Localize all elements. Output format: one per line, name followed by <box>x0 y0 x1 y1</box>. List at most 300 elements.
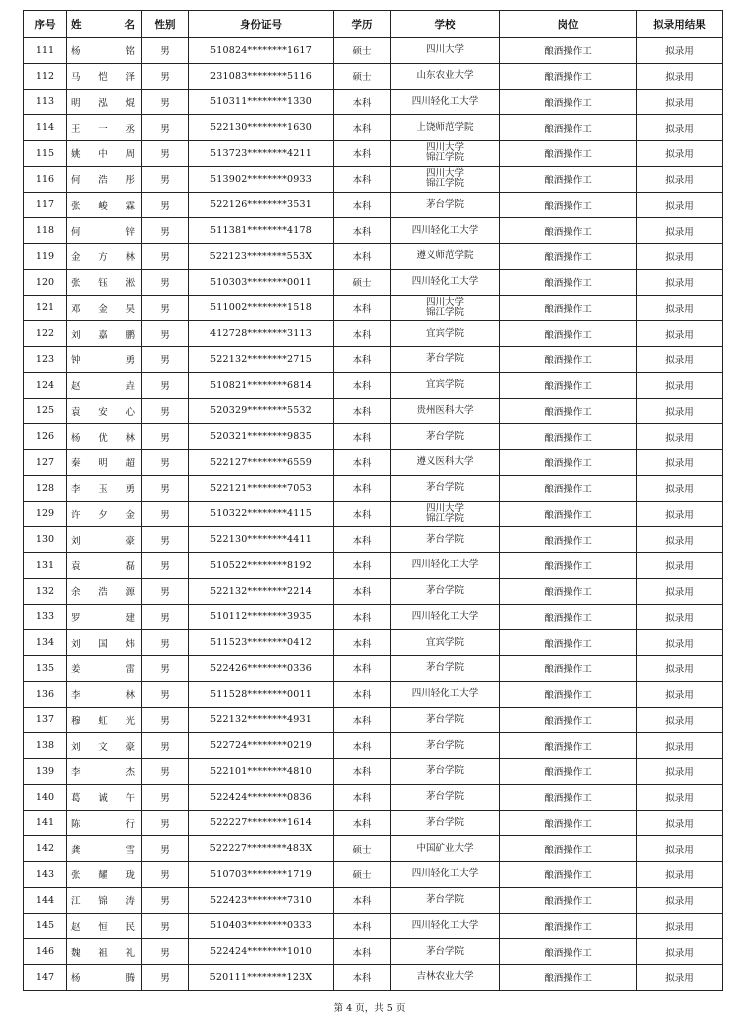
cell-position: 酿酒操作工 <box>500 836 637 862</box>
page-footer: 第 4 页，共 5 页 <box>333 1003 406 1014</box>
cell-position: 酿酒操作工 <box>500 192 637 218</box>
cell-id-number: 510703********1719 <box>189 862 334 888</box>
name-char: 何 <box>71 175 81 187</box>
cell-result: 拟录用 <box>637 759 723 785</box>
name-char: 勇 <box>125 355 135 367</box>
school-line: 四川轻化工大学 <box>411 919 479 931</box>
name-char: 恺 <box>98 72 108 84</box>
cell-education: 本科 <box>334 578 391 604</box>
cell-position: 酿酒操作工 <box>500 347 637 373</box>
cell-id-number: 510322********4115 <box>189 501 334 527</box>
name-char: 优 <box>98 432 108 444</box>
school-line: 中国矿业大学 <box>416 842 474 854</box>
cell-no: 138 <box>24 733 67 759</box>
cell-result: 拟录用 <box>637 733 723 759</box>
cell-id-number: 522130********4411 <box>189 527 334 553</box>
name-char: 心 <box>125 406 135 418</box>
cell-gender: 男 <box>142 192 189 218</box>
cell-gender: 男 <box>142 862 189 888</box>
header-position: 岗位 <box>500 11 637 38</box>
school-line: 茅台学院 <box>425 353 464 365</box>
cell-name <box>67 166 142 192</box>
name-char: 涛 <box>125 896 135 908</box>
cell-result: 拟录用 <box>637 347 723 373</box>
name-char: 王 <box>71 123 81 135</box>
name-char: 余 <box>71 587 81 599</box>
school-line: 遵义医科大学 <box>416 456 474 468</box>
name-char: 霖 <box>125 200 135 212</box>
table-row <box>24 887 723 913</box>
table-row <box>24 965 723 991</box>
cell-position: 酿酒操作工 <box>500 89 637 115</box>
cell-position: 酿酒操作工 <box>500 965 637 991</box>
cell-education: 本科 <box>334 398 391 424</box>
table-row <box>24 166 723 192</box>
cell-id-number: 510311********1330 <box>189 89 334 115</box>
name-char: 超 <box>125 458 135 470</box>
table-row <box>24 784 723 810</box>
cell-name <box>67 424 142 450</box>
cell-education: 本科 <box>334 965 391 991</box>
school-line: 吉林农业大学 <box>416 971 474 983</box>
cell-gender: 男 <box>142 527 189 553</box>
cell-id-number: 522126********3531 <box>189 192 334 218</box>
header-gender: 性别 <box>142 11 189 38</box>
name-char: 李 <box>71 484 81 496</box>
cell-name <box>67 295 142 321</box>
name-char: 虹 <box>98 715 108 727</box>
cell-name <box>67 810 142 836</box>
cell-school <box>391 63 500 89</box>
cell-result: 拟录用 <box>637 192 723 218</box>
school-line: 四川轻化工大学 <box>411 276 479 288</box>
cell-school <box>391 681 500 707</box>
cell-gender: 男 <box>142 141 189 167</box>
cell-id-number: 513723********4211 <box>189 141 334 167</box>
cell-result: 拟录用 <box>637 604 723 630</box>
cell-education: 本科 <box>334 656 391 682</box>
cell-education: 本科 <box>334 527 391 553</box>
school-line: 上饶师范学院 <box>416 121 474 133</box>
name-char: 明 <box>98 458 108 470</box>
cell-id-number: 510821********6814 <box>189 372 334 398</box>
name-char: 耀 <box>98 870 108 882</box>
cell-result: 拟录用 <box>637 372 723 398</box>
cell-education: 本科 <box>334 913 391 939</box>
school-line: 茅台学院 <box>425 713 464 725</box>
cell-no: 129 <box>24 501 67 527</box>
name-char: 钟 <box>71 355 81 367</box>
cell-education: 本科 <box>334 887 391 913</box>
cell-education: 硕士 <box>334 38 391 64</box>
cell-position: 酿酒操作工 <box>500 939 637 965</box>
cell-result: 拟录用 <box>637 475 723 501</box>
name-char: 钰 <box>98 278 108 290</box>
cell-gender: 男 <box>142 450 189 476</box>
cell-name <box>67 347 142 373</box>
cell-gender: 男 <box>142 295 189 321</box>
cell-gender: 男 <box>142 836 189 862</box>
cell-result: 拟录用 <box>637 501 723 527</box>
school-line: 四川大学 <box>425 296 464 308</box>
name-char: 豪 <box>125 535 135 547</box>
name-char: 泓 <box>98 97 108 109</box>
cell-school <box>391 218 500 244</box>
name-char: 张 <box>71 870 81 882</box>
cell-position: 酿酒操作工 <box>500 913 637 939</box>
name-char: 炜 <box>125 638 135 650</box>
cell-education: 本科 <box>334 295 391 321</box>
cell-id-number: 522424********1010 <box>189 939 334 965</box>
cell-education: 硕士 <box>334 63 391 89</box>
name-char: 许 <box>71 509 81 521</box>
name-char: 恒 <box>98 921 108 933</box>
cell-id-number: 522227********1614 <box>189 810 334 836</box>
name-char: 杨 <box>71 46 81 58</box>
school-line: 四川轻化工大学 <box>411 559 479 571</box>
cell-education: 本科 <box>334 141 391 167</box>
cell-position: 酿酒操作工 <box>500 269 637 295</box>
school-line: 锦江学院 <box>425 512 464 524</box>
name-char: 浩 <box>98 587 108 599</box>
cell-gender: 男 <box>142 913 189 939</box>
cell-school <box>391 939 500 965</box>
cell-result: 拟录用 <box>637 244 723 270</box>
cell-position: 酿酒操作工 <box>500 141 637 167</box>
cell-id-number: 510112********3935 <box>189 604 334 630</box>
cell-gender: 男 <box>142 553 189 579</box>
cell-id-number: 513902********0933 <box>189 166 334 192</box>
cell-education: 本科 <box>334 347 391 373</box>
cell-result: 拟录用 <box>637 63 723 89</box>
cell-education: 本科 <box>334 475 391 501</box>
name-char: 邓 <box>71 303 81 315</box>
school-line: 四川轻化工大学 <box>411 688 479 700</box>
cell-school <box>391 810 500 836</box>
cell-gender: 男 <box>142 656 189 682</box>
cell-position: 酿酒操作工 <box>500 604 637 630</box>
school-line: 四川轻化工大学 <box>411 610 479 622</box>
name-char: 林 <box>125 252 135 264</box>
cell-id-number: 511528********0011 <box>189 681 334 707</box>
cell-school <box>391 759 500 785</box>
name-char: 磊 <box>125 561 135 573</box>
cell-education: 本科 <box>334 89 391 115</box>
cell-school <box>391 527 500 553</box>
name-char: 丞 <box>125 123 135 135</box>
cell-education: 本科 <box>334 424 391 450</box>
cell-school <box>391 784 500 810</box>
cell-name <box>67 115 142 141</box>
cell-no: 112 <box>24 63 67 89</box>
cell-name <box>67 733 142 759</box>
school-line: 茅台学院 <box>425 894 464 906</box>
name-char: 国 <box>98 638 108 650</box>
cell-name <box>67 887 142 913</box>
name-char: 魏 <box>71 947 81 959</box>
cell-no: 140 <box>24 784 67 810</box>
cell-name <box>67 784 142 810</box>
cell-position: 酿酒操作工 <box>500 244 637 270</box>
cell-no: 120 <box>24 269 67 295</box>
name-char: 杨 <box>71 973 81 985</box>
table-row <box>24 501 723 527</box>
cell-id-number: 511381********4178 <box>189 218 334 244</box>
cell-name <box>67 604 142 630</box>
name-char: 泽 <box>125 72 135 84</box>
cell-school <box>391 862 500 888</box>
table-row <box>24 475 723 501</box>
cell-no: 122 <box>24 321 67 347</box>
name-char: 金 <box>98 303 108 315</box>
school-line: 宜宾学院 <box>425 327 464 339</box>
school-line: 茅台学院 <box>425 533 464 545</box>
table-row <box>24 810 723 836</box>
cell-gender: 男 <box>142 372 189 398</box>
cell-school <box>391 424 500 450</box>
cell-result: 拟录用 <box>637 218 723 244</box>
name-char: 袁 <box>71 406 81 418</box>
school-line: 四川大学 <box>425 142 464 154</box>
name-char: 中 <box>98 149 108 161</box>
name-char: 张 <box>71 200 81 212</box>
cell-school <box>391 733 500 759</box>
cell-school <box>391 295 500 321</box>
cell-school <box>391 141 500 167</box>
table-row <box>24 244 723 270</box>
cell-school <box>391 347 500 373</box>
cell-position: 酿酒操作工 <box>500 398 637 424</box>
school-line: 四川大学 <box>425 502 464 514</box>
cell-result: 拟录用 <box>637 38 723 64</box>
cell-education: 本科 <box>334 759 391 785</box>
cell-position: 酿酒操作工 <box>500 527 637 553</box>
school-line: 茅台学院 <box>425 198 464 210</box>
table-row <box>24 38 723 64</box>
cell-position: 酿酒操作工 <box>500 759 637 785</box>
cell-result: 拟录用 <box>637 784 723 810</box>
name-char: 江 <box>71 896 81 908</box>
school-line: 茅台学院 <box>425 662 464 674</box>
cell-gender: 男 <box>142 578 189 604</box>
cell-result: 拟录用 <box>637 527 723 553</box>
name-char: 安 <box>98 406 108 418</box>
table-row <box>24 424 723 450</box>
cell-position: 酿酒操作工 <box>500 38 637 64</box>
cell-result: 拟录用 <box>637 450 723 476</box>
name-char: 文 <box>98 741 108 753</box>
cell-position: 酿酒操作工 <box>500 218 637 244</box>
cell-position: 酿酒操作工 <box>500 372 637 398</box>
name-char: 午 <box>125 793 135 805</box>
cell-name <box>67 965 142 991</box>
cell-education: 本科 <box>334 501 391 527</box>
table-row <box>24 141 723 167</box>
header-education: 学历 <box>334 11 391 38</box>
table-row <box>24 398 723 424</box>
cell-position: 酿酒操作工 <box>500 733 637 759</box>
school-line: 宜宾学院 <box>425 379 464 391</box>
cell-education: 硕士 <box>334 862 391 888</box>
cell-no: 125 <box>24 398 67 424</box>
cell-gender: 男 <box>142 784 189 810</box>
cell-name <box>67 218 142 244</box>
cell-id-number: 520111********123X <box>189 965 334 991</box>
cell-id-number: 522227********483X <box>189 836 334 862</box>
cell-education: 本科 <box>334 553 391 579</box>
cell-result: 拟录用 <box>637 321 723 347</box>
name-char: 周 <box>125 149 135 161</box>
table-row <box>24 218 723 244</box>
cell-no: 116 <box>24 166 67 192</box>
name-char: 张 <box>71 278 81 290</box>
table-row <box>24 939 723 965</box>
cell-id-number: 520321********9835 <box>189 424 334 450</box>
cell-position: 酿酒操作工 <box>500 553 637 579</box>
name-char: 穆 <box>71 715 81 727</box>
cell-position: 酿酒操作工 <box>500 166 637 192</box>
school-line: 茅台学院 <box>425 585 464 597</box>
cell-gender: 男 <box>142 681 189 707</box>
cell-id-number: 522724********0219 <box>189 733 334 759</box>
cell-gender: 男 <box>142 166 189 192</box>
school-line: 四川轻化工大学 <box>411 868 479 880</box>
cell-name <box>67 269 142 295</box>
cell-school <box>391 450 500 476</box>
cell-school <box>391 475 500 501</box>
cell-education: 本科 <box>334 115 391 141</box>
cell-gender: 男 <box>142 89 189 115</box>
cell-no: 136 <box>24 681 67 707</box>
cell-no: 126 <box>24 424 67 450</box>
cell-education: 硕士 <box>334 836 391 862</box>
cell-gender: 男 <box>142 630 189 656</box>
cell-gender: 男 <box>142 604 189 630</box>
name-char: 垚 <box>125 381 135 393</box>
cell-name <box>67 578 142 604</box>
name-char: 李 <box>71 690 81 702</box>
cell-result: 拟录用 <box>637 141 723 167</box>
table-row <box>24 733 723 759</box>
table-row <box>24 578 723 604</box>
name-char: 李 <box>71 767 81 779</box>
school-line: 四川轻化工大学 <box>411 224 479 236</box>
name-char: 峻 <box>98 200 108 212</box>
cell-gender: 男 <box>142 398 189 424</box>
cell-school <box>391 836 500 862</box>
cell-school <box>391 244 500 270</box>
cell-gender: 男 <box>142 887 189 913</box>
cell-id-number: 511523********0412 <box>189 630 334 656</box>
cell-result: 拟录用 <box>637 810 723 836</box>
cell-school <box>391 707 500 733</box>
school-line: 四川大学 <box>425 44 464 56</box>
name-char: 何 <box>71 226 81 238</box>
table-header-row <box>24 11 723 38</box>
cell-no: 147 <box>24 965 67 991</box>
name-char: 龚 <box>71 844 81 856</box>
table-row <box>24 347 723 373</box>
cell-name <box>67 553 142 579</box>
cell-result: 拟录用 <box>637 424 723 450</box>
cell-school <box>391 321 500 347</box>
cell-name <box>67 63 142 89</box>
header-name-last: 名 <box>124 18 135 31</box>
cell-position: 酿酒操作工 <box>500 63 637 89</box>
table-row <box>24 372 723 398</box>
cell-position: 酿酒操作工 <box>500 321 637 347</box>
table-row <box>24 321 723 347</box>
school-line: 茅台学院 <box>425 791 464 803</box>
name-char: 金 <box>125 509 135 521</box>
cell-school <box>391 398 500 424</box>
cell-no: 137 <box>24 707 67 733</box>
cell-name <box>67 681 142 707</box>
cell-name <box>67 244 142 270</box>
cell-id-number: 522132********4931 <box>189 707 334 733</box>
table-row <box>24 527 723 553</box>
cell-no: 134 <box>24 630 67 656</box>
cell-school <box>391 553 500 579</box>
name-char: 姜 <box>71 664 81 676</box>
cell-no: 135 <box>24 656 67 682</box>
table-row <box>24 115 723 141</box>
cell-name <box>67 656 142 682</box>
name-char: 雪 <box>125 844 135 856</box>
name-char: 刘 <box>71 535 81 547</box>
cell-education: 本科 <box>334 630 391 656</box>
cell-result: 拟录用 <box>637 656 723 682</box>
cell-education: 本科 <box>334 681 391 707</box>
cell-no: 114 <box>24 115 67 141</box>
cell-id-number: 522130********1630 <box>189 115 334 141</box>
school-line: 锦江学院 <box>425 152 464 164</box>
cell-gender: 男 <box>142 733 189 759</box>
cell-school <box>391 578 500 604</box>
cell-education: 本科 <box>334 321 391 347</box>
cell-result: 拟录用 <box>637 913 723 939</box>
table-row <box>24 192 723 218</box>
table-row <box>24 656 723 682</box>
cell-id-number: 522132********2214 <box>189 578 334 604</box>
name-char: 建 <box>125 612 135 624</box>
cell-school <box>391 656 500 682</box>
cell-name <box>67 398 142 424</box>
name-char: 嘉 <box>98 329 108 341</box>
name-char: 赵 <box>71 381 81 393</box>
name-char: 金 <box>71 252 81 264</box>
cell-no: 123 <box>24 347 67 373</box>
cell-name <box>67 836 142 862</box>
cell-no: 121 <box>24 295 67 321</box>
cell-id-number: 522426********0336 <box>189 656 334 682</box>
name-char: 姚 <box>71 149 81 161</box>
name-char: 行 <box>125 818 135 830</box>
cell-gender: 男 <box>142 759 189 785</box>
name-char: 刘 <box>71 741 81 753</box>
name-char: 鹏 <box>125 329 135 341</box>
cell-name <box>67 141 142 167</box>
cell-result: 拟录用 <box>637 887 723 913</box>
cell-gender: 男 <box>142 475 189 501</box>
name-char: 夕 <box>98 509 108 521</box>
cell-no: 117 <box>24 192 67 218</box>
name-char: 陈 <box>71 818 81 830</box>
name-char: 珑 <box>125 870 135 882</box>
cell-school <box>391 269 500 295</box>
cell-no: 144 <box>24 887 67 913</box>
cell-no: 146 <box>24 939 67 965</box>
